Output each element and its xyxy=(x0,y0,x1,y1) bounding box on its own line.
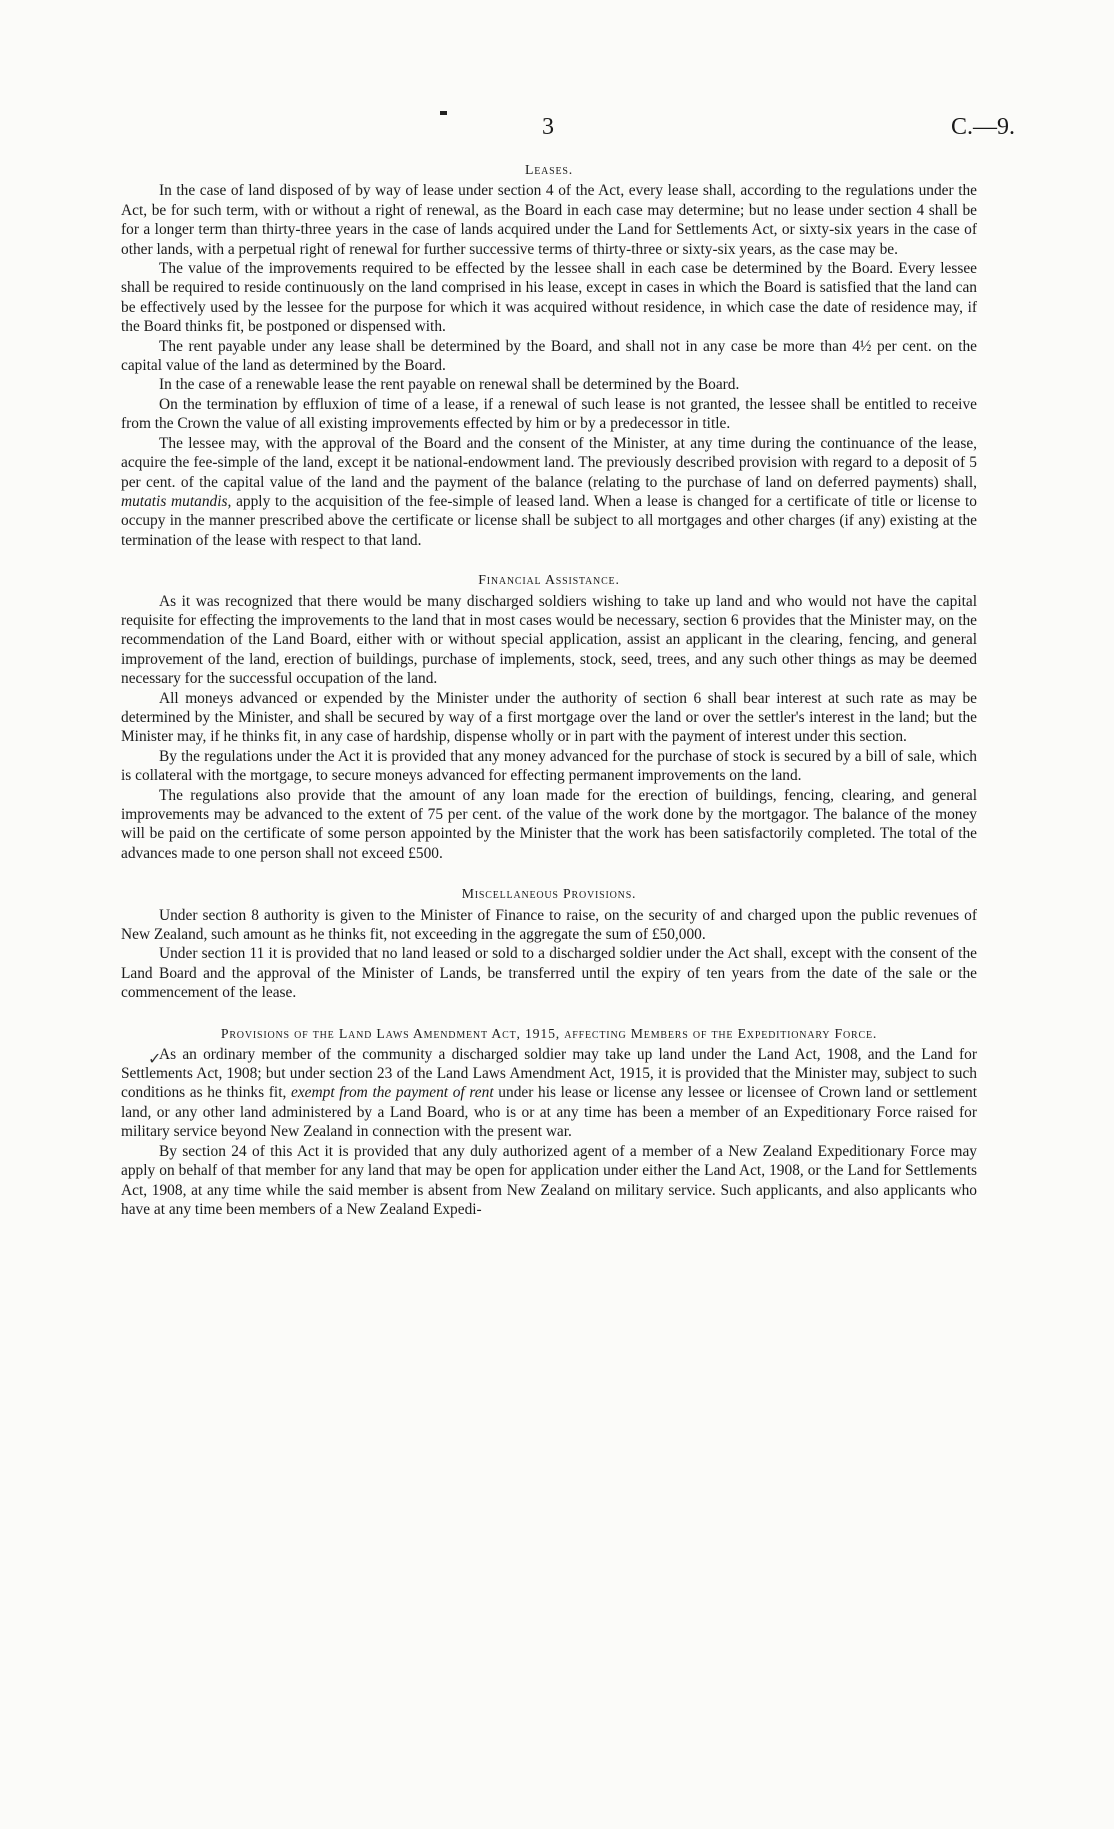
paragraph: On the termination by effluxion of time of a lease, if a renewal of such lease is not granted, the lessee shall be entitled to receive from the Crown the value of all existing improvements effected by him or by a predecessor in title. xyxy=(121,395,977,433)
paragraph xyxy=(121,1045,977,1142)
paragraph: The value of the improvements required to be effected by the lessee shall in each case be determined by the Board. Every lessee shall be required to reside continuously on the land comprised in his lease, except in cases in which the Board is satisfied that the land can be effectively used by the lessee for the purpose for which it was acquired without residence, in which case the date of residence may, if the Board thinks fit, be postponed or dispensed with. xyxy=(121,260,977,336)
section-heading-financial-assistance: Financial Assistance. xyxy=(478,572,620,588)
paragraph-text: apply to the acquisition of the fee-simple of leased land. When a lease is changed for a certificate of title or license to occupy in the manner prescribed above the certificate or license shall be subject to all mortgages and other charges (if any) existing at the termination of the lease with respect to that land. xyxy=(121,492,977,549)
paragraph: In the case of land disposed of by way of lease under section 4 of the Act, every lease shall, according to the regulations under the Act, be for such term, with or without a right of renewal, as the Board in each case may determine; but no lease under section 4 shall be for a longer term than thirty-three years in the case of lands acquired under the Land for Settlements Act, or sixty-six years in the case of other lands, with a perpetual right of renewal for further successive terms of thirty-three or sixty-six years, as the case may be. xyxy=(121,182,977,258)
paragraph: Under section 8 authority is given to the Minister of Finance to raise, on the security of and charged upon the public revenues of New Zealand, such amount as he thinks fit, not exceeding in the aggregate the sum of £50,000. xyxy=(121,906,977,944)
page-number: 3 xyxy=(542,114,554,140)
paragraph: All moneys advanced or expended by the Minister under the authority of section 6 shall bear interest at such rate as may be determined by the Minister, and shall be secured by way of a first mortgage over the land or over the settler's interest in the land; but the Minister may, if he thinks fit, in any case of hardship, dispense wholly or in part with the payment of interest under this section. xyxy=(121,689,977,746)
paragraph: As it was recognized that there would be many discharged soldiers wishing to take up land and who would not have the capital requisite for effecting the improvements to the land that in most cases would be necessary, section 6 provides that the Minister may, on the recommendation of the Land Board, either with or without special application, assist an applicant in the clearing, fencing, and general improvement of the land, erection of buildings, purchase of implements, stock, seed, trees, and any such other things as may be deemed necessary for the successful occupation of the land. xyxy=(121,592,977,688)
italic-phrase: exempt from the payment of rent xyxy=(291,1084,494,1102)
paragraph: By section 24 of this Act it is provided that any duly authorized agent of a member of a New Zealand Expeditionary Force may apply on behalf of that member for any land that may be open for application under either the Land Act, 1908, or the Land for Settlements Act, 1908, at any time while the said member is absent from New Zealand on military service. Such applicants, and also applicants who have at any time been members of a New Zealand Expedi- xyxy=(121,1142,977,1218)
paragraph: The rent payable under any lease shall be determined by the Board, and shall not in any case be more than 4½ per cent. on the capital value of the land as determined by the Board. xyxy=(121,337,977,375)
print-speck xyxy=(440,111,447,115)
document-reference: C.—9. xyxy=(951,114,1016,140)
section-heading-land-laws-amendment: Provisions of the Land Laws Amendment Act, 1915, affecting Members of the Expeditionary Force. xyxy=(220,1025,878,1041)
document-body xyxy=(121,160,977,1219)
margin-mark: ✓ xyxy=(148,1051,162,1068)
paragraph-text: As an ordinary member of the community a discharged soldier may take up land under the Land Act, 1908, and the Land for Settlements Act, 1908; but under section 23 of the Land Laws Amendment Act, 1915, it is provided that the Minister may, subject to such conditions as he thinks fit, xyxy=(121,1045,977,1102)
paragraph: In the case of a renewable lease the rent payable on renewal shall be determined by the Board. xyxy=(159,376,740,394)
paragraph-text: under his lease or license any lessee or licensee of Crown land or settlement land, or any other land administered by a Land Board, who is or at any time has been a member of an Expeditionary Force raised for military service beyond New Zealand in connection with the present war. xyxy=(121,1084,978,1141)
paragraph: The regulations also provide that the amount of any loan made for the erection of buildings, fencing, clearing, and general improvements may be advanced to the extent of 75 per cent. of the value of the work done by the mortgagor. The balance of the money will be paid on the certificate of some person appointed by the Minister that the work has been satisfactorily completed. The total of the advances made to one person shall not exceed £500. xyxy=(121,786,977,862)
section-heading-miscellaneous: Miscellaneous Provisions. xyxy=(461,886,637,902)
paragraph-text: The lessee may, with the approval of the Board and the consent of the Minister, at any time during the continuance of the lease, acquire the fee-simple of the land, except it be national-endowment land. The previously described provision with regard to a deposit of 5 per cent. of the capital value of the land and the payment of the balance (relating to the purchase of land on deferred payments) shall, xyxy=(121,434,977,491)
paragraph xyxy=(121,434,977,550)
section-heading-leases: Leases. xyxy=(524,162,574,177)
paragraph: Under section 11 it is provided that no land leased or sold to a discharged soldier under the Act shall, except with the consent of the Land Board and the approval of the Minister of Lands, be transferred until the expiry of ten years from the date of the sale or the commencement of the lease. xyxy=(121,945,977,1002)
italic-phrase: mutatis mutandis, xyxy=(121,492,232,510)
paragraph: By the regulations under the Act it is provided that any money advanced for the purchase of stock is secured by a bill of sale, which is collateral with the mortgage, to secure moneys advanced for effecting permanent improvements on the land. xyxy=(121,747,977,785)
